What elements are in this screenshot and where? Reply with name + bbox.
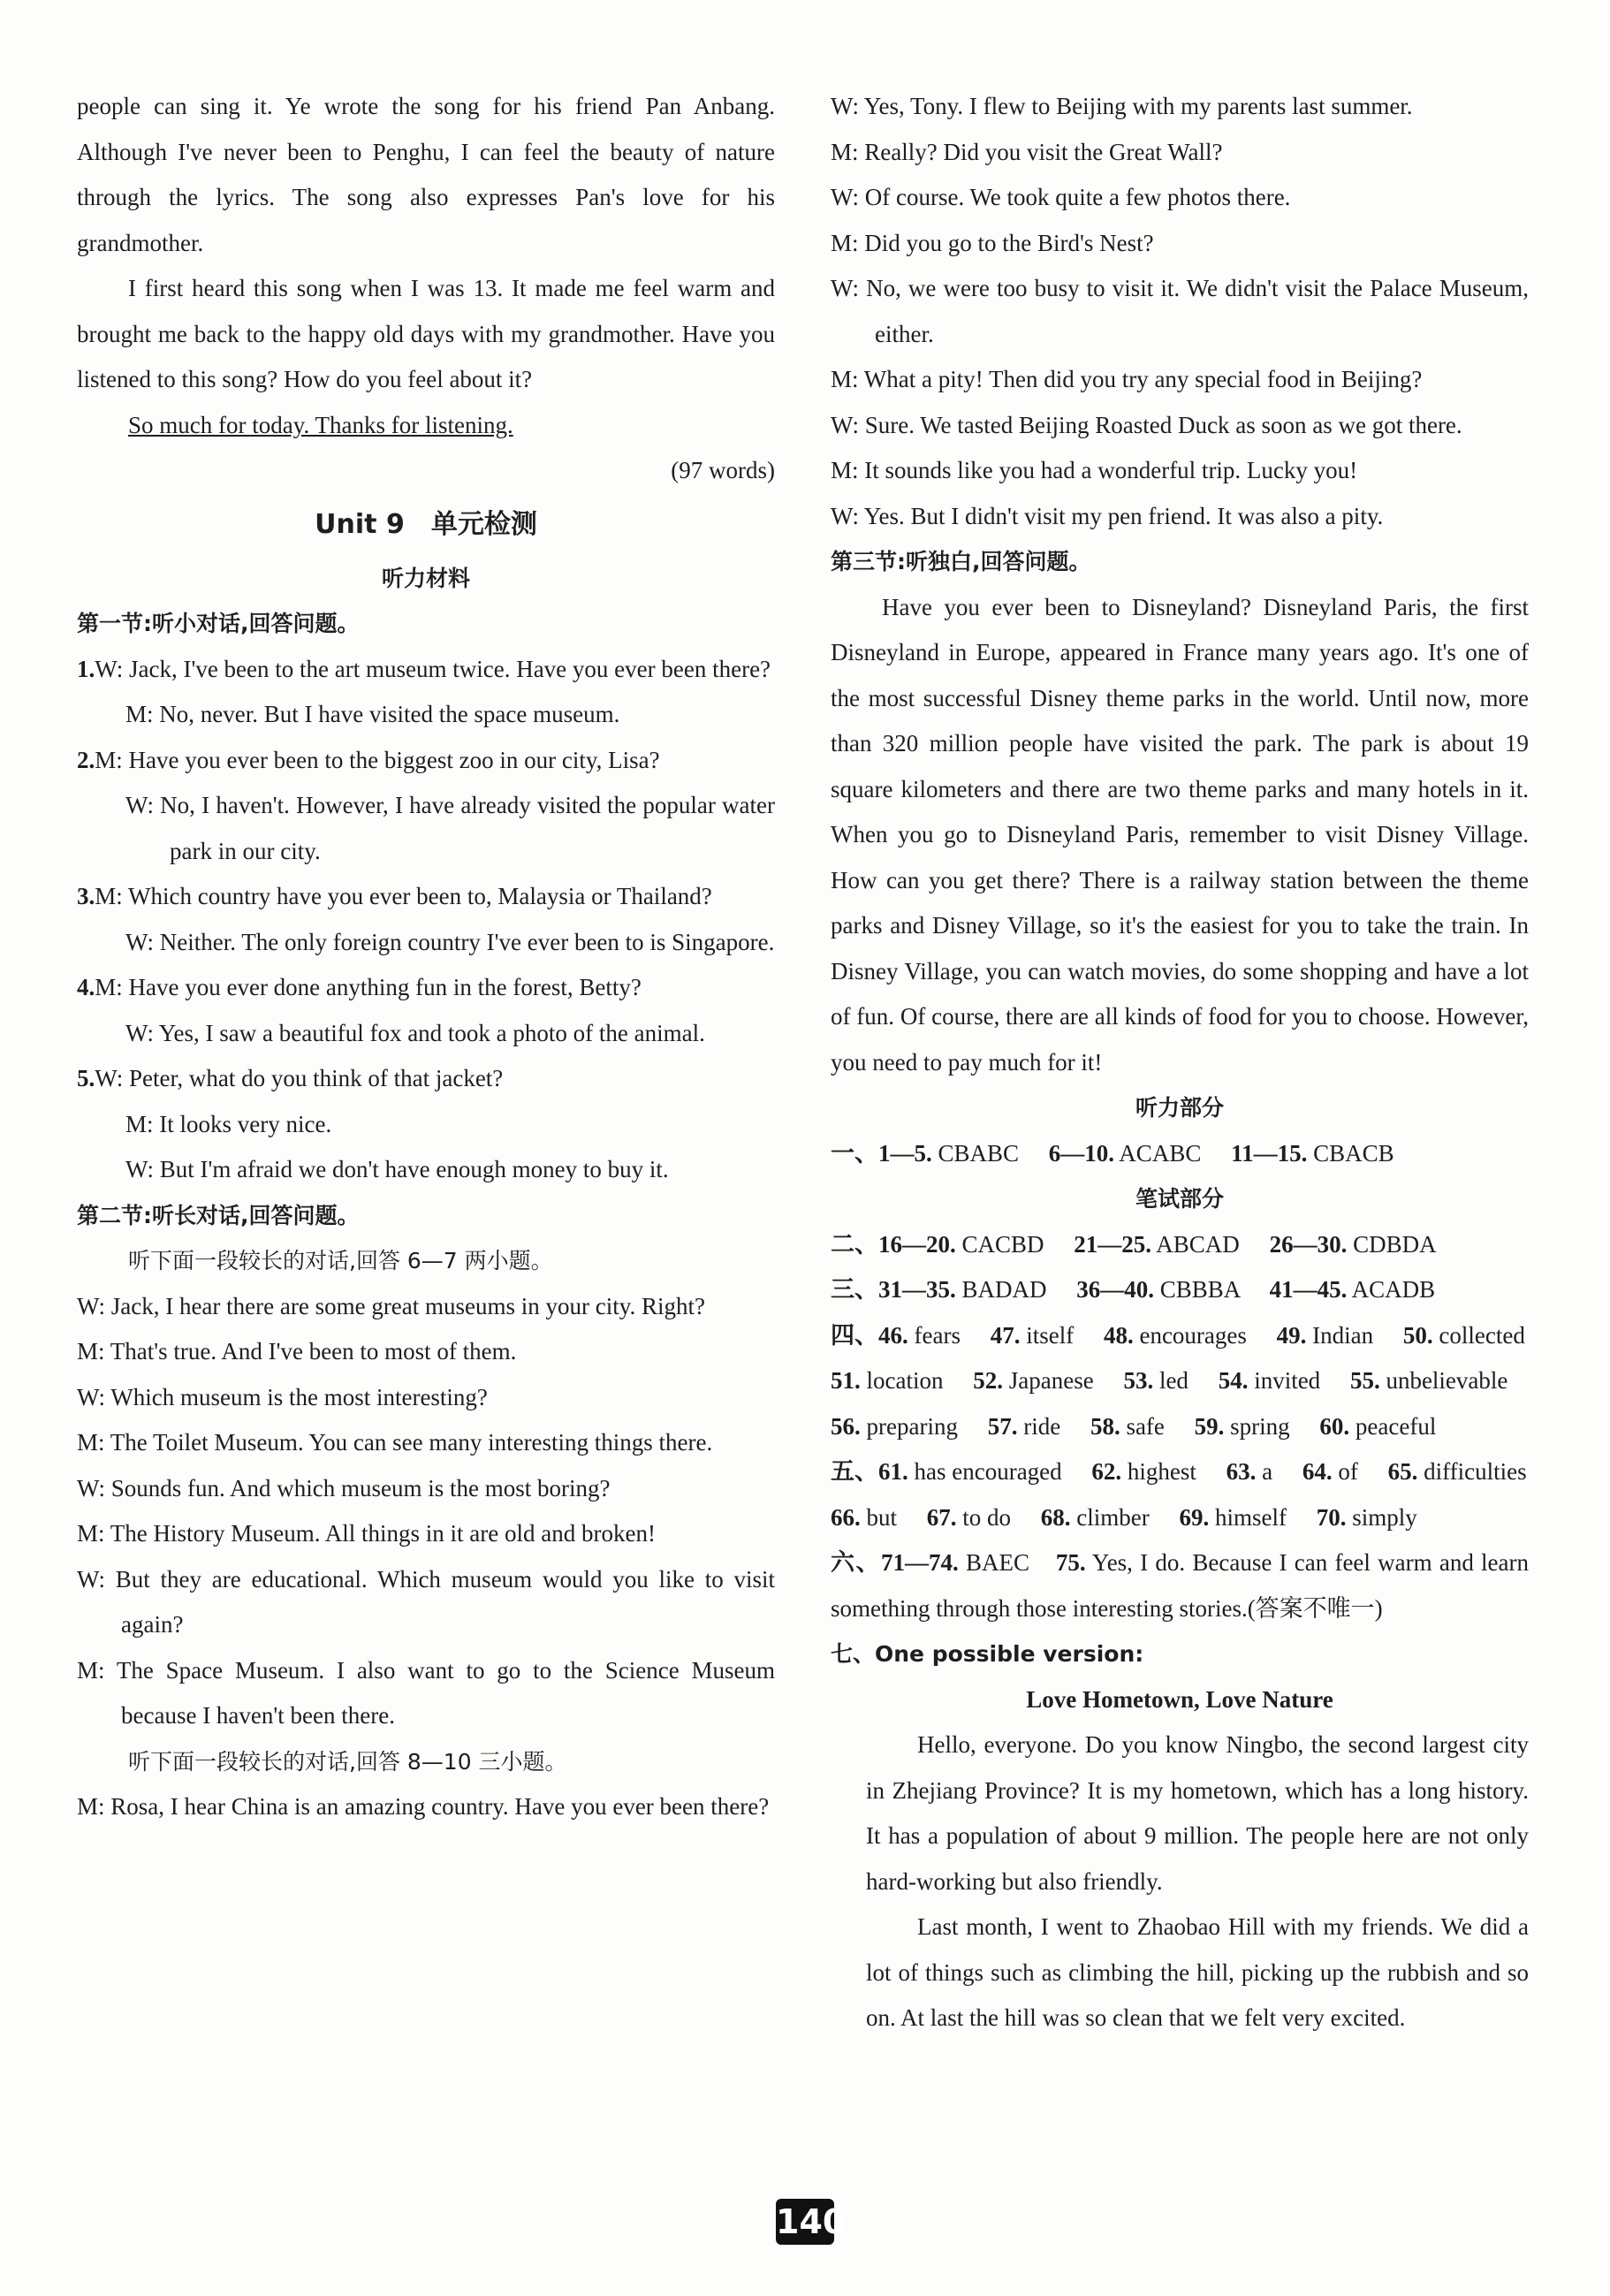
dialogue-text: M: Have you ever done anything fun in the forest, Betty? xyxy=(95,974,642,1000)
answer-value: has encouraged xyxy=(908,1458,1086,1485)
answer-value: but xyxy=(860,1503,922,1531)
answer-value: spring xyxy=(1224,1412,1314,1440)
dialogue-line: W: Sounds fun. And which museum is the most boring? xyxy=(77,1474,611,1502)
answer-key: 63. xyxy=(1226,1458,1257,1485)
closing-text: So much for today. Thanks for listening. xyxy=(128,411,513,438)
answer-key: 三、31—35. xyxy=(831,1276,956,1303)
dialogue-line: W: But they are educational. Which museum would you like to visit again? xyxy=(77,1565,775,1638)
long-dialogue-2 xyxy=(831,84,1529,539)
answer-row-4b xyxy=(831,1358,1529,1404)
written-part-heading: 笔试部分 xyxy=(1135,1186,1224,1212)
answer-value: CDBDA xyxy=(1347,1230,1437,1258)
long-dialogue-1 xyxy=(77,1284,775,1739)
answer-key: 41—45. xyxy=(1269,1276,1348,1303)
answer-value: climber xyxy=(1070,1503,1173,1531)
answer-key: 二、16—20. xyxy=(831,1230,956,1258)
answer-key: 67. xyxy=(926,1503,957,1531)
intro-paragraph-2: I first heard this song when I was 13. It made me feel warm and brought me back to the happy old days with my grandmother. Have you listened to this song? How do you feel about it? xyxy=(77,275,775,392)
answer-value: ride xyxy=(1017,1412,1085,1440)
answer-key: 36—40. xyxy=(1076,1276,1155,1303)
answer-key: 四、46. xyxy=(831,1321,908,1349)
answer-value: BAEC xyxy=(958,1549,1056,1576)
dialogue-line xyxy=(77,874,775,920)
dialogue-number: 2. xyxy=(77,746,95,773)
answer-value: preparing xyxy=(860,1412,982,1440)
answer-value: CBBBA xyxy=(1154,1276,1264,1303)
answer-key: 五、61. xyxy=(831,1458,908,1485)
answer-key: 55. xyxy=(1349,1367,1380,1394)
right-column xyxy=(831,84,1529,2041)
answer-value: Indian xyxy=(1306,1321,1398,1349)
dialogue-line: W: Yes, Tony. I flew to Beijing with my parents last summer. xyxy=(831,93,1413,119)
dialogue-line: M: What a pity! Then did you try any special food in Beijing? xyxy=(831,366,1423,392)
answer-row-2 xyxy=(831,1222,1529,1268)
answer-key: 一、1—5. xyxy=(831,1139,932,1167)
answer-value: highest xyxy=(1121,1458,1220,1485)
dialogue-line: W: Yes. But I didn't visit my pen friend. It was also a pity. xyxy=(831,502,1384,529)
dialogue-text: M: Which country have you ever been to, Malaysia or Thailand? xyxy=(95,883,712,909)
essay-title: Love Hometown, Love Nature xyxy=(1026,1685,1333,1713)
answer-value: CBABC xyxy=(931,1139,1044,1167)
answer-key: 52. xyxy=(973,1367,1003,1394)
answer-key: 66. xyxy=(831,1503,861,1531)
dialogue-line: M: The History Museum. All things in it are old and broken! xyxy=(77,1520,656,1547)
dialogue-line: M: The Toilet Museum. You can see many interesting things there. xyxy=(77,1429,713,1456)
answer-key: 6—10. xyxy=(1048,1139,1115,1167)
section2-instruction-1: 听下面一段较长的对话,回答 6—7 两小题。 xyxy=(128,1248,553,1273)
listening-part-heading: 听力部分 xyxy=(1135,1095,1224,1121)
answer-key: 26—30. xyxy=(1269,1230,1348,1258)
answer-key: 六、71—74. xyxy=(831,1549,959,1576)
answer-value: a xyxy=(1256,1458,1297,1485)
answer-key: 69. xyxy=(1179,1503,1210,1531)
answer-value: location xyxy=(860,1367,968,1394)
answer-key: 65. xyxy=(1387,1458,1418,1485)
unit-title: Unit 9 单元检测 xyxy=(315,508,537,540)
answer-value: safe xyxy=(1120,1412,1189,1440)
dialogue-line: W: Jack, I hear there are some great museums in your city. Right? xyxy=(77,1292,706,1319)
answer-key: 57. xyxy=(987,1412,1018,1440)
dialogue-number: 3. xyxy=(77,883,95,909)
answer-value: of xyxy=(1332,1458,1382,1485)
dialogue-number: 1. xyxy=(77,655,95,682)
answer-value: ABCAD xyxy=(1151,1230,1264,1258)
dialogue-number: 4. xyxy=(77,974,95,1000)
left-column xyxy=(77,84,775,1830)
closing-line xyxy=(77,403,775,449)
answer-value: peaceful xyxy=(1349,1412,1437,1440)
dialogue-line: M: No, never. But I have visited the space museum. xyxy=(125,701,620,727)
dialogue-line: M: It looks very nice. xyxy=(125,1110,332,1137)
dialogue-text: W: Peter, what do you think of that jacket? xyxy=(95,1065,504,1091)
answer-key: 21—25. xyxy=(1074,1230,1152,1258)
answer-key: 60. xyxy=(1319,1412,1350,1440)
dialogue-line: M: Really? Did you visit the Great Wall? xyxy=(831,138,1223,165)
answer-key: 54. xyxy=(1218,1367,1249,1394)
dialogue-line: W: But I'm afraid we don't have enough money to buy it. xyxy=(125,1156,669,1182)
monologue: Have you ever been to Disneyland? Disneyland Paris, the first Disneyland in Europe, appeared in France many years ago. It's one of the most successful Disney theme parks in the world. Until now, more than 320 million people have visited the park. The park is about 19 square kilometers and there are two theme parks and many hotels in it. When you go to Disneyland Paris, remember to visit Disney Village. How can you get there? There is a railway station between the theme parks and Disney Village, so it's the easiest for you to take the train. In Disney Village, you can watch movies, do some shopping and have a lot of fun. Of course, there are all kinds of food for you to choose. However, you need to pay much for it! xyxy=(831,593,1529,1076)
essay-paragraph-1: Hello, everyone. Do you know Ningbo, the second largest city in Zhejiang Province? It is my hometown, which has a long history. It has a population of about 9 million. The people here are not only hard-working but also friendly. xyxy=(866,1731,1529,1895)
answer-value: BADAD xyxy=(955,1276,1071,1303)
dialogue-line: W: Which museum is the most interesting? xyxy=(77,1383,488,1410)
dialogue-line: W: No, I haven't. However, I have already visited the popular water park in our city. xyxy=(125,792,775,864)
answer-row-3 xyxy=(831,1267,1529,1313)
word-count: (97 words) xyxy=(671,457,775,483)
short-dialogue-3 xyxy=(77,874,775,965)
answer-key: 11—15. xyxy=(1231,1139,1308,1167)
answer-value: CBACB xyxy=(1307,1139,1394,1167)
answer-key: 49. xyxy=(1276,1321,1307,1349)
answer-key: 51. xyxy=(831,1367,861,1394)
answer-key: 47. xyxy=(990,1321,1021,1349)
section2-instruction-2: 听下面一段较长的对话,回答 8—10 三小题。 xyxy=(128,1748,567,1775)
answer-value: itself xyxy=(1020,1321,1098,1349)
essay-paragraph-2: Last month, I went to Zhaobao Hill with my friends. We did a lot of things such as climbing the hill, picking up the rubbish and so on. At last the hill was so clean that we felt very excited. xyxy=(866,1913,1529,2031)
dialogue-line: M: Did you go to the Bird's Nest? xyxy=(831,229,1154,256)
dialogue-line: W: No, we were too busy to visit it. We didn't visit the Palace Museum, either. xyxy=(831,275,1529,347)
dialogue-line: W: Yes, I saw a beautiful fox and took a photo of the animal. xyxy=(125,1019,705,1046)
answer-row-5a xyxy=(831,1449,1529,1495)
answer-key: 75. xyxy=(1055,1549,1086,1576)
dialogue-text: M: Have you ever been to the biggest zoo in our city, Lisa? xyxy=(95,746,660,773)
answer-key: 70. xyxy=(1316,1503,1347,1531)
answer-value: CACBD xyxy=(955,1230,1068,1258)
listening-heading: 听力材料 xyxy=(381,565,470,591)
answer-row-1 xyxy=(831,1131,1529,1177)
answer-value: led xyxy=(1153,1367,1212,1394)
answer-value: simply xyxy=(1346,1503,1417,1531)
answer-key: 59. xyxy=(1194,1412,1225,1440)
answer-value: encourages xyxy=(1133,1321,1271,1349)
answer-value: Japanese xyxy=(1002,1367,1118,1394)
section3-heading: 第三节:听独白,回答问题。 xyxy=(831,549,1091,574)
answer-value: unbelievable xyxy=(1379,1367,1508,1394)
answer-value: difficulties xyxy=(1417,1458,1527,1485)
short-dialogue-2 xyxy=(77,738,775,875)
answer-key: 62. xyxy=(1091,1458,1122,1485)
answer-row-4a xyxy=(831,1313,1529,1359)
answer-key: 58. xyxy=(1090,1412,1120,1440)
section1-heading: 第一节:听小对话,回答问题。 xyxy=(77,611,360,636)
dialogue-line xyxy=(77,965,775,1011)
answer-value: fears xyxy=(908,1321,984,1349)
answer-value: himself xyxy=(1209,1503,1310,1531)
dialogue-number: 5. xyxy=(77,1065,95,1091)
answer-row-5b xyxy=(831,1495,1529,1541)
intro-paragraph-1: people can sing it. Ye wrote the song for his friend Pan Anbang. Although I've never been to Penghu, I can feel the beauty of nature through the lyrics. The song also expresses Pan's love for his grandmother. xyxy=(77,93,775,256)
short-dialogue-1 xyxy=(77,647,775,738)
answer-value: invited xyxy=(1248,1367,1345,1394)
answer-value: collected xyxy=(1432,1321,1525,1349)
answer-key: 56. xyxy=(831,1412,861,1440)
dialogue-line xyxy=(77,738,775,784)
short-dialogue-4 xyxy=(77,965,775,1056)
answer-value: ACADB xyxy=(1347,1276,1436,1303)
dialogue-line: W: Neither. The only foreign country I've ever been to is Singapore. xyxy=(125,928,775,955)
dialogue-text: W: Jack, I've been to the art museum twice. Have you ever been there? xyxy=(95,655,771,682)
dialogue-line: M: It sounds like you had a wonderful trip. Lucky you! xyxy=(831,457,1358,483)
answer-key: 53. xyxy=(1123,1367,1154,1394)
answer-key: 50. xyxy=(1402,1321,1433,1349)
answer-key: 64. xyxy=(1302,1458,1333,1485)
answer-7-heading: 七、One possible version: xyxy=(831,1641,1144,1667)
page-number: 140 xyxy=(776,2199,834,2245)
section2-heading: 第二节:听长对话,回答问题。 xyxy=(77,1202,360,1228)
answer-value: ACABC xyxy=(1114,1139,1226,1167)
answer-key: 48. xyxy=(1103,1321,1134,1349)
answer-key: 68. xyxy=(1040,1503,1071,1531)
essay-body xyxy=(831,1722,1529,2041)
answer-row-4c xyxy=(831,1404,1529,1450)
answer-row-6 xyxy=(831,1540,1529,1631)
dialogue-line: W: Of course. We took quite a few photos there. xyxy=(831,184,1291,210)
answer-value: Yes, I do. Because I can feel warm and learn something through those interesting stories.(答案不唯一) xyxy=(831,1549,1530,1622)
dialogue-line xyxy=(77,647,775,693)
dialogue-line xyxy=(77,1056,775,1102)
dialogue-line: W: Sure. We tasted Beijing Roasted Duck as soon as we got there. xyxy=(831,411,1462,438)
answer-value: to do xyxy=(956,1503,1036,1531)
dialogue-line: M: Rosa, I hear China is an amazing country. Have you ever been there? xyxy=(77,1793,770,1820)
short-dialogue-5 xyxy=(77,1056,775,1193)
dialogue-line: M: That's true. And I've been to most of them. xyxy=(77,1338,517,1365)
dialogue-line: M: The Space Museum. I also want to go to the Science Museum because I haven't been there. xyxy=(77,1656,775,1729)
